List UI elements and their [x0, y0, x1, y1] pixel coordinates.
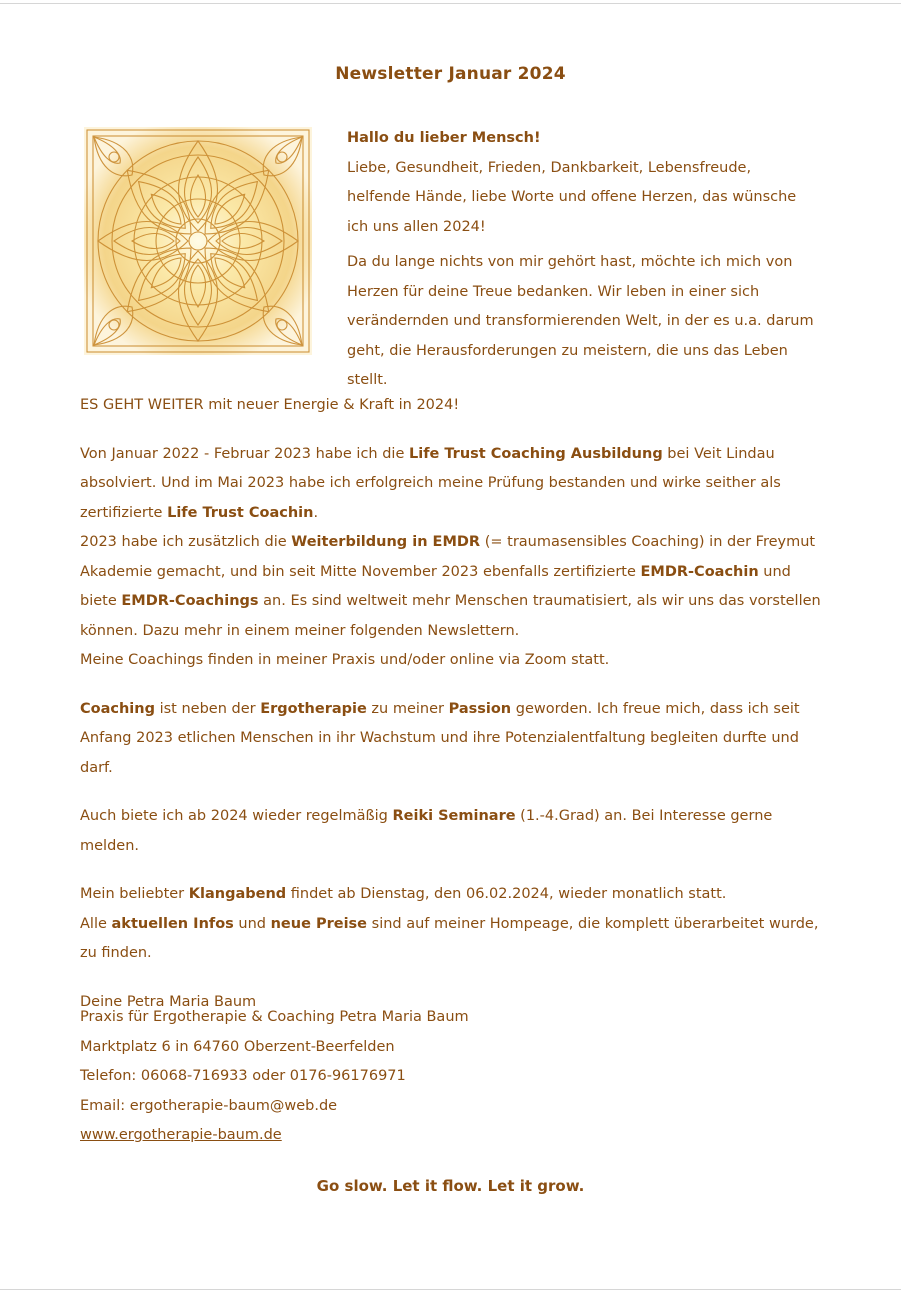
intro-paragraph-2: Da du lange nichts von mir gehört hast, möchte ich mich von Herzen für deine Treue bedanken. Wir leben in einer sich verändernden und transformierenden Welt, in der es u.a. darum geht, die Herausforderungen zu meistern, die uns das Leben stellt.: [347, 254, 814, 388]
paragraph-passion: Coaching ist neben der Ergotherapie zu meiner Passion geworden. Ich freue mich, dass ich seit Anfang 2023 etlichen Menschen in ihr Wachstum und ihre Potenzialentfaltung begleiten durfte und darf.: [80, 700, 800, 776]
motto: Go slow. Let it flow. Let it grow.: [316, 1177, 585, 1195]
top-divider: [0, 3, 901, 4]
intro-block: [347, 124, 817, 396]
signature: Deine Petra Maria Baum: [80, 993, 257, 1010]
paragraph-klangabend: Mein beliebter Klangabend findet ab Dienstag, den 06.02.2024, wieder monatlich statt. Alle aktuellen Infos und neue Preise sind auf meiner Hompeage, die komplett überarbeitet wurde, zu finden.: [80, 886, 819, 961]
paragraph-reiki: Auch biete ich ab 2024 wieder regelmäßig Reiki Seminare (1.-4.Grad) an. Bei Interesse gerne melden.: [80, 808, 773, 854]
bottom-divider: [0, 1289, 901, 1290]
newsletter-title: Newsletter Januar 2024: [335, 64, 566, 84]
practice-name: Praxis für Ergotherapie & Coaching Petra Maria Baum: [80, 1009, 469, 1025]
practice-phone: Telefon: 06068-716933 oder 0176-96176971: [80, 1068, 406, 1084]
website-link[interactable]: www.ergotherapie-baum.de: [80, 1127, 282, 1143]
paragraph-training: Von Januar 2022 - Februar 2023 habe ich die Life Trust Coaching Ausbildung bei Veit Lindau absolviert. Und im Mai 2023 habe ich erfolgreich meine Prüfung bestanden und wirke seither als zertifizierte Life Trust Coachin. 2023 habe ich zusätzlich die Weiterbildung in EMDR (= traumasensibles Coaching) in der Freymut Akademie gemacht, und bin seit Mitte November 2023 ebenfalls zertifizierte EMDR-Coachin und biete EMDR-Coachings an. Es sind weltweit mehr Menschen traumatisiert, als wir uns das vorstellen können. Dazu mehr in einem meiner folgenden Newslettern. Meine Coachings finden in meiner Praxis und/oder online via Zoom statt.: [80, 445, 821, 668]
greeting: Hallo du lieber Mensch!: [347, 130, 541, 146]
intro-paragraph-1: Liebe, Gesundheit, Frieden, Dankbarkeit, Lebensfreude, helfende Hände, liebe Worte und offene Herzen, das wünsche ich uns allen 2024!: [347, 159, 797, 235]
headline: ES GEHT WEITER mit neuer Energie & Kraft in 2024!: [80, 397, 460, 413]
practice-email: Email: ergotherapie-baum@web.de: [80, 1097, 338, 1114]
contact-block: [80, 1003, 680, 1151]
golden-mandala-icon: [84, 127, 312, 355]
newsletter-body: [80, 391, 825, 1036]
practice-address: Marktplatz 6 in 64760 Oberzent-Beerfelden: [80, 1038, 395, 1055]
